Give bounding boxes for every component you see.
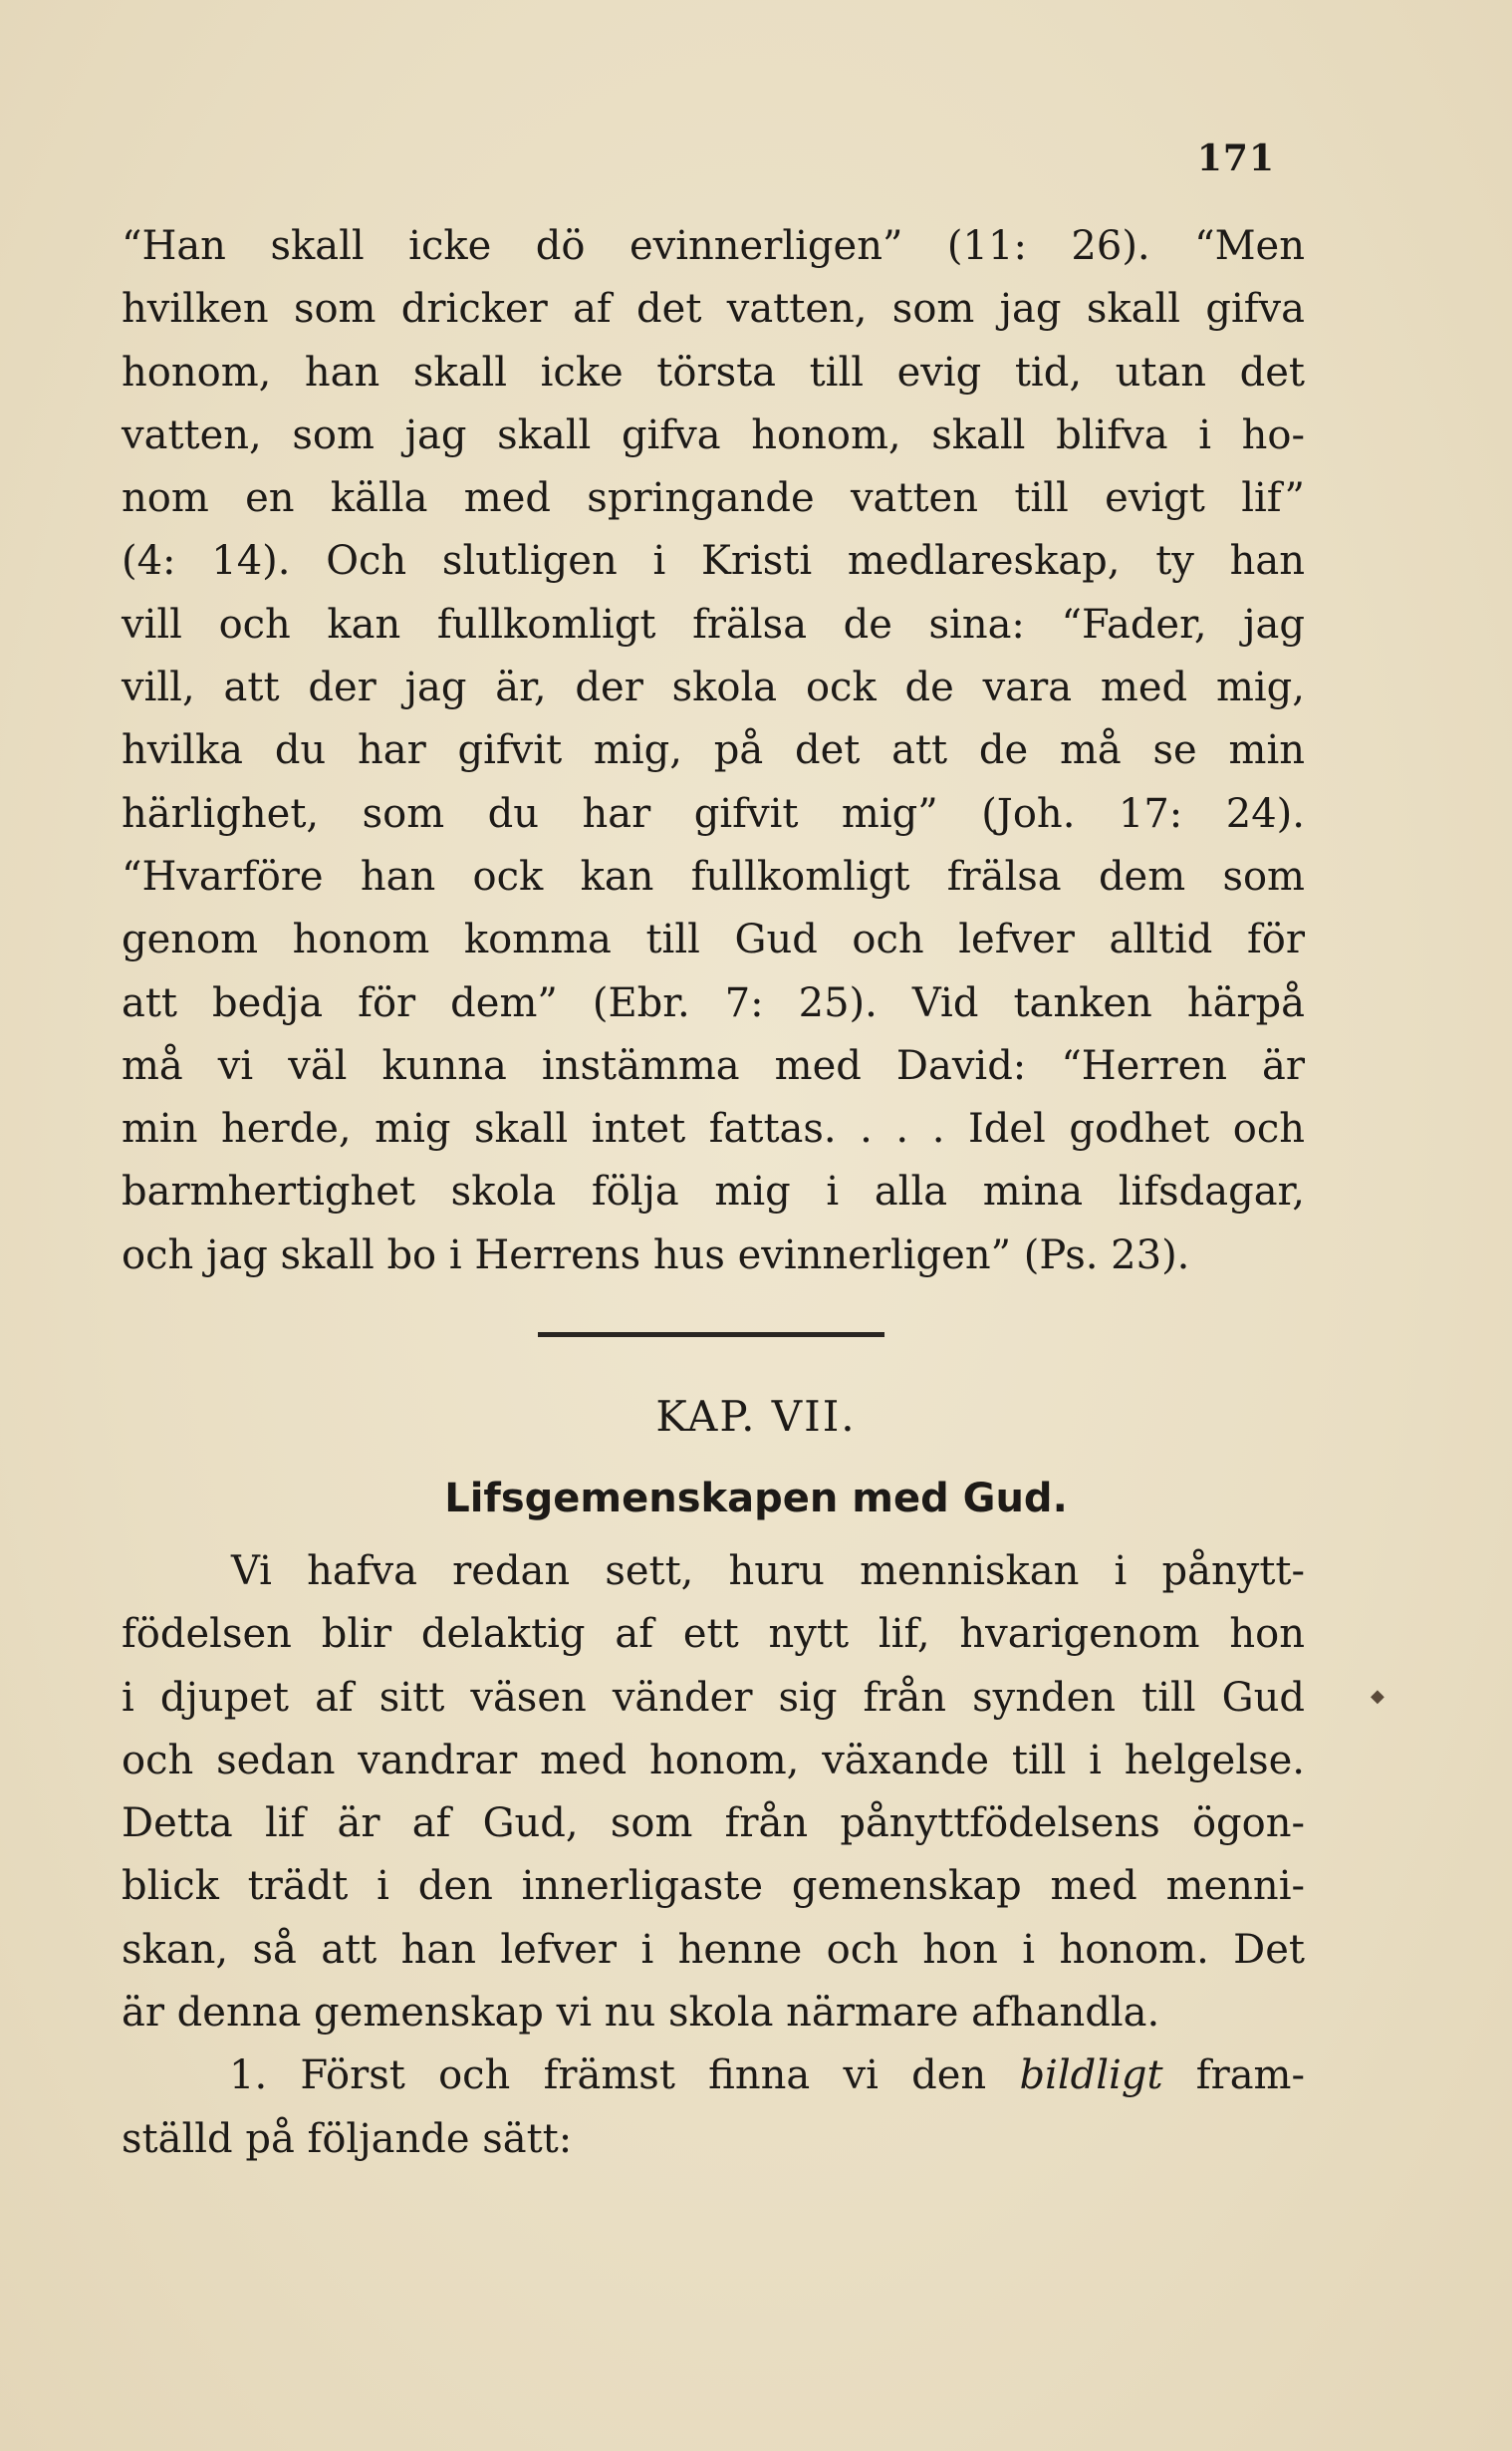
- text-line: hvilka du har gifvit mig, på det att de må se min: [122, 727, 1305, 774]
- text-line: må vi väl kunna instämma med David: “Herren är: [122, 1042, 1305, 1089]
- text-line: vatten, som jag skall gifva honom, skall blifva i ho-: [122, 411, 1305, 458]
- text-line: är denna gemenskap vi nu skola närmare afhandla.: [122, 1990, 1160, 2037]
- text-line: genom honom komma till Gud och lefver alltid för: [122, 917, 1305, 963]
- margin-mark-icon: ◆: [1371, 1686, 1385, 1707]
- text-line: nom en källa med springande vatten till evigt lif”: [122, 475, 1305, 522]
- text-line: barmhertighet skola följa mig i alla mina lifsdagar,: [122, 1169, 1305, 1216]
- text-fragment: 1. Först och främst finna vi den: [229, 2052, 1020, 2099]
- text-line: födelsen blir delaktig af ett nytt lif, hvarigenom hon: [122, 1611, 1305, 1658]
- text-line: ställd på följande sätt:: [122, 2115, 573, 2162]
- text-line: hvilken som dricker af det vatten, som jag skall gifva: [122, 286, 1305, 333]
- chapter-paragraph: [122, 1540, 1305, 2171]
- text-line: blick trädt i den innerligaste gemenskap med menni-: [122, 1863, 1305, 1910]
- text-line: Detta lif är af Gud, som från pånyttfödelsens ögon-: [122, 1800, 1305, 1847]
- text-line: härlighet, som du har gifvit mig” (Joh. 17: 24).: [122, 790, 1305, 837]
- text-line: Vi hafva redan sett, huru menniskan i pånytt-: [231, 1548, 1305, 1594]
- text-line: “Hvarföre han ock kan fullkomligt frälsa dem som: [122, 853, 1305, 900]
- top-paragraph: [122, 215, 1305, 1287]
- numbered-paragraph-line: [122, 2044, 1305, 2107]
- text-line: “Han skall icke dö evinnerligen” (11: 26). “Men: [122, 223, 1305, 269]
- text-line: och sedan vandrar med honom, växande till i helgelse.: [122, 1737, 1305, 1783]
- text-fragment: fram-: [1162, 2052, 1306, 2099]
- chapter-title: Lifsgemenskapen med Gud.: [444, 1476, 1068, 1521]
- text-line: och jag skall bo i Herrens hus evinnerligen” (Ps. 23).: [122, 1231, 1190, 1278]
- text-line: vill, att der jag är, der skola ock de vara med mig,: [122, 665, 1305, 711]
- text-line: i djupet af sitt väsen vänder sig från synden till Gud: [122, 1674, 1305, 1721]
- section-divider-rule: [538, 1332, 884, 1337]
- italic-word: bildligt: [1019, 2052, 1163, 2099]
- text-line: honom, han skall icke törsta till evig tid, utan det: [122, 349, 1305, 396]
- text-line: min herde, mig skall intet fattas. . . . Idel godhet och: [122, 1106, 1305, 1153]
- chapter-heading: KAP. VII.: [655, 1392, 857, 1441]
- text-line: att bedja för dem” (Ebr. 7: 25). Vid tanken härpå: [122, 979, 1305, 1026]
- page-number: 171: [1196, 137, 1275, 179]
- text-line: (4: 14). Och slutligen i Kristi medlareskap, ty han: [122, 538, 1305, 585]
- text-line: vill och kan fullkomligt frälsa de sina: “Fader, jag: [122, 601, 1305, 648]
- text-line: skan, så att han lefver i henne och hon i honom. Det: [122, 1926, 1305, 1973]
